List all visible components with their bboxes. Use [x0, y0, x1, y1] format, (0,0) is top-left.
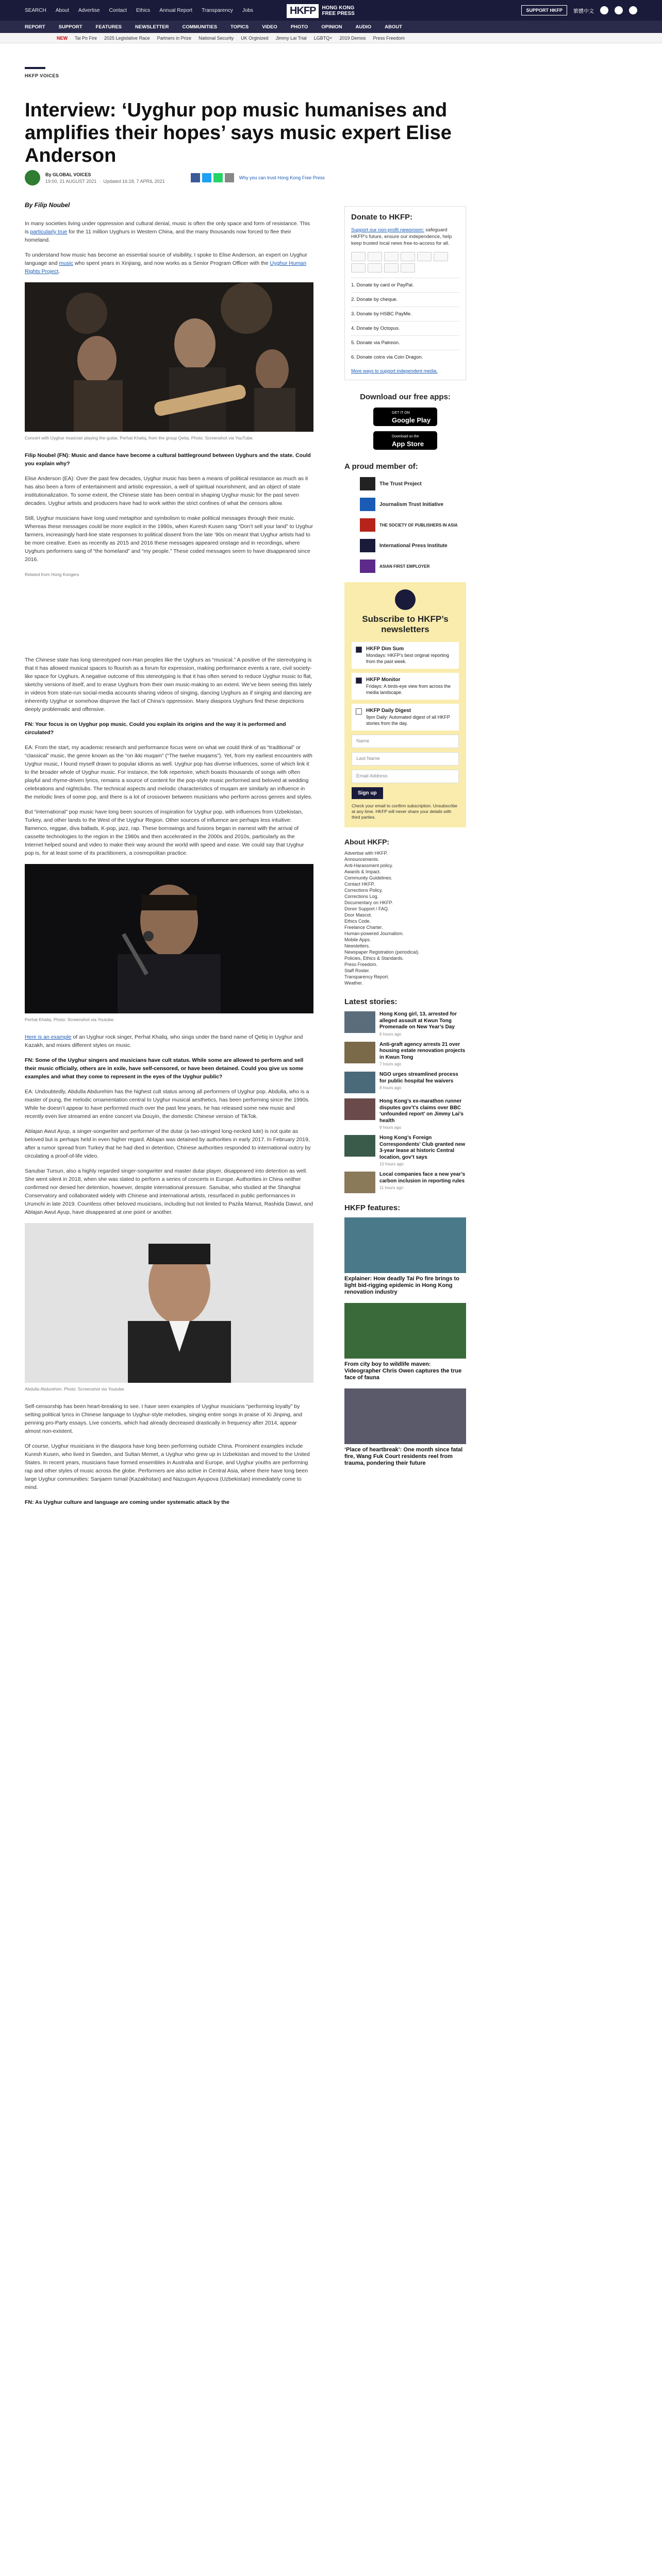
features-title: HKFP features: — [344, 1204, 401, 1212]
email-input[interactable]: Email Address — [352, 770, 459, 783]
interview-question: FN: Some of the Uyghur singers and musicians have cult status. While some are allowed to perform and sell their music officially, others are in exile, have self-censored, or have been detained. Could you give us some examples and what they come to represent in the eyes of the Uyghur public? — [25, 1057, 304, 1080]
annual-report-link[interactable]: Annual Report — [159, 7, 193, 13]
trending-label: NEW — [57, 35, 68, 41]
related-note: Related from Hong Kongers — [25, 572, 79, 577]
nav-item[interactable]: ABOUT — [385, 24, 402, 30]
paypal-icon — [401, 252, 415, 261]
story-item[interactable]: Anti-graft agency arrests 21 over housing estate renovation projects in Kwun Tong 7 hours ago — [344, 1042, 466, 1067]
article-category[interactable]: HKFP VOICES — [25, 73, 59, 78]
about-link[interactable]: Community Guidelines. — [344, 875, 393, 880]
paragraph: The Chinese state has long stereotyped non-Han peoples like the Uyghurs as “musical.” A positive of the stereotyping is that it has allowed musical spaces to flourish as a forum for expression, making performance events a rare, civil society-like space for Uyghurs. A negative outcome of this stereotyping is that it has often served to reduce Uyghur music to flat, sketchy versions of itself, and to erase Uyghurs from their own music-making to an extent. We’ve been seeing this lately in videos from state-run social-media accounts sharing videos of singing, dancing Uyghurs as if singing and dancing are inherently Uyghur or somehow disprove the fact of China’s oppression. Many diaspora Uyghurs find these depictions deeply problematic and offensive. — [25, 657, 312, 713]
nav-item[interactable]: VIDEO — [262, 24, 277, 30]
about-link[interactable]: Documentary on HKFP. — [344, 900, 393, 905]
about-link[interactable]: Transparency Report. — [344, 974, 389, 979]
paragraph: In many societies living under oppression and cultural denial, music is often the only space and form of resistance. This is particularly true for the 11 million Uyghurs in Western China, and the many thousands now forced to flee their homeland. — [25, 221, 310, 243]
donate-option[interactable]: 5. Donate via Patreon. — [351, 335, 459, 350]
about-link[interactable]: Human-powered Journalism. — [344, 931, 404, 936]
feature-image — [344, 1388, 466, 1444]
feature-image — [344, 1217, 466, 1273]
about-link[interactable]: Anti-Harassment policy. — [344, 863, 393, 868]
paragraph: EA: Undoubtedly, Abdulla Abdurehim has the highest cult status among all performers of Uyghur pop. Abdulla, who is a master of pung, the melodic ornamentation central to Uyghur musical aesthetics, has been performing since the 1990s. While he doesn’t appear to have performed much over the past few years, he has released some new music and recently even live streamed an entire concert via Douyin, the domestic Chinese version of TikTok. — [25, 1089, 310, 1120]
name-input[interactable]: Name — [352, 735, 459, 748]
trending-item[interactable]: Partners in Prize — [157, 35, 192, 41]
donate-title: Donate to HKFP: — [351, 213, 413, 222]
amex-icon — [384, 252, 399, 261]
story-thumbnail — [344, 1042, 375, 1063]
trust-project-icon — [360, 477, 375, 490]
donate-option[interactable]: 1. Donate by card or PayPal. — [351, 278, 459, 292]
email-share-icon[interactable] — [225, 173, 234, 182]
concert-illustration — [25, 282, 313, 432]
about-link[interactable]: Contact HKFP. — [344, 882, 375, 887]
newsletter-box — [344, 582, 466, 827]
about-link[interactable]: Newspaper Registration (periodical). — [344, 950, 420, 955]
last-name-input[interactable]: Last Name — [352, 752, 459, 766]
checkbox-icon[interactable] — [356, 708, 362, 715]
paragraph: Here is an example of an Uyghur rock singer, Perhat Khaliq, who sings under the band name of Qetiq in Uyghur and Kazakh, and mixes different styles on music. — [25, 1034, 303, 1048]
interview-question: FN: As Uyghur culture and language are coming under systematic attack by the — [25, 1499, 229, 1505]
utility-links — [25, 8, 253, 13]
newsletter-option[interactable]: HKFP Dim Sum Mondays: HKFP’s best original reporting from the past week. — [352, 642, 459, 669]
donate-option[interactable]: 6. Donate coins via Coin Dragon. — [351, 350, 459, 364]
feature-card[interactable]: Explainer: How deadly Tai Po fire brings to light bid-rigging epidemic in Hong Kong renovation industry — [344, 1217, 466, 1296]
paragraph: Of course, Uyghur musicians in the diaspora have long been performing outside China. Prominent examples include Kuresh Kusen, who lived in Sweden, and Sultan Memet, a Uyghur who grew up in Uzbekistan and moved to the United States. In recent years, musicians have formed ensembles in Australia and Europe, and Uyghur youths are performing rap and other styles of music across the globe. Performers are also active in Central Asia, where there have long been large Uyghur communities: Sanjaem Ismail (Kazakhstan) and Nazugum Ayupova (Uzbekistan) immediately come to mind. — [25, 1443, 310, 1490]
interview-question: FN: Your focus is on Uyghur pop music. Could you explain its origins and the way it is performed and circulated? — [25, 721, 286, 736]
about-title: About HKFP: — [344, 838, 390, 846]
logo-text: HONG KONG FREE PRESS — [322, 5, 355, 16]
checkbox-icon[interactable] — [356, 647, 362, 653]
story-thumbnail — [344, 1172, 375, 1193]
member-logo[interactable]: The Trust Project — [360, 477, 466, 490]
trending-item[interactable]: Press Freedom — [373, 35, 405, 41]
paragraph: Elise Anderson (EA): Over the past few decades, Uyghur music has been a means of political resistance as much as it has also been a form of entertainment and artistic expression, a well of spiritual nourishment, and an object of state institutionalization. To some extent, the Chinese state has been central in shaping Uyghur music for the past seven decades. Uyghur artists and producers have had to work within the strict confines of what the censors allow. — [25, 476, 308, 506]
story-item[interactable]: Local companies face a new year’s carbon inclusion in reporting rules 11 hours ago — [344, 1172, 466, 1193]
share-buttons — [191, 173, 325, 182]
latest-stories — [344, 997, 466, 1193]
about-link[interactable]: Press Freedom. — [344, 962, 378, 967]
trending-item[interactable]: Jimmy Lai Trial — [275, 35, 307, 41]
story-item[interactable]: Hong Kong’s ex-marathon runner disputes gov’t’s claims over BBC ‘unfounded report’ on Jimmy Lai’s health 9 hours ago — [344, 1098, 466, 1130]
image-caption: Concert with Uyghur musician playing the guitar, Perhat Khaliq, from the group Qetiq. Photo: Screenshot via YouTube. — [25, 435, 254, 440]
example-link[interactable]: Here is an example — [25, 1034, 72, 1040]
google-pay-icon — [434, 252, 448, 261]
singer-illustration — [25, 864, 313, 1013]
feature-card[interactable]: From city boy to wildlife maven: Videographer Chris Owen captures the true face of fauna — [344, 1303, 466, 1381]
about-link[interactable]: Freelance Charter. — [344, 925, 383, 930]
story-item[interactable]: NGO urges streamlined process for public hospital fee waivers 8 hours ago — [344, 1072, 466, 1093]
ethics-link[interactable]: Ethics — [136, 7, 151, 13]
donate-option[interactable]: 2. Donate by cheque. — [351, 292, 459, 307]
about-links — [344, 850, 466, 986]
trending-item[interactable]: 2025 Legislative Race — [104, 35, 150, 41]
why-trust-link[interactable]: Why you can trust Hong Kong Free Press — [239, 175, 325, 180]
nav-item[interactable]: COMMUNITIES — [182, 24, 218, 30]
nav-item[interactable]: NEWSLETTER — [135, 24, 169, 30]
facebook-share-icon[interactable] — [191, 173, 200, 182]
more-ways-link[interactable]: More ways to support independent media. — [351, 368, 438, 374]
contact-link[interactable]: Contact — [109, 7, 127, 13]
sidebar — [344, 206, 466, 1474]
member-title: A proud member of: — [344, 462, 418, 471]
transparency-link[interactable]: Transparency — [202, 7, 233, 13]
byline: By Filip Noubel — [25, 201, 70, 209]
author-avatar — [25, 170, 40, 185]
story-item[interactable]: Hong Kong’s Foreign Correspondents’ Club granted new 3-year lease at historic Central location, gov’t says 10 hours ago — [344, 1135, 466, 1166]
octopus-icon — [351, 263, 366, 273]
story-thumbnail — [344, 1098, 375, 1120]
top-utility-bar — [0, 0, 662, 21]
member-logo[interactable]: Journalism Trust Initiative — [360, 498, 466, 511]
newsletter-option[interactable]: HKFP Monitor Fridays: A birds-eye view from across the media landscape. — [352, 673, 459, 700]
trending-item[interactable]: UK Orginized — [241, 35, 269, 41]
apps-title: Download our free apps: — [360, 393, 451, 401]
features-section — [344, 1204, 466, 1467]
story-thumbnail — [344, 1072, 375, 1093]
main-nav — [0, 21, 662, 33]
article-body — [25, 201, 313, 1513]
jti-icon — [360, 498, 375, 511]
sopa-icon — [360, 518, 375, 532]
donate-link[interactable]: Support our non-profit newsroom: — [351, 227, 424, 233]
trending-item[interactable]: LGBTQ+ — [313, 35, 333, 41]
nav-item[interactable]: REPORT — [25, 24, 45, 30]
article-header — [25, 67, 489, 167]
author-org[interactable]: By GLOBAL VOICES — [45, 172, 91, 177]
apple-pay-icon — [417, 252, 432, 261]
checkbox-icon[interactable] — [356, 677, 362, 684]
about-link[interactable]: Corrections Policy. — [344, 888, 383, 893]
article-title: Interview: ‘Uyghur pop music humanises and amplifies their hopes’ says music expert Elise Anderson — [25, 99, 452, 166]
donate-options — [351, 278, 459, 364]
nav-item[interactable]: FEATURES — [95, 24, 122, 30]
about-link[interactable]: Mobile Apps. — [344, 937, 371, 942]
member-logo[interactable]: International Press Institute — [360, 539, 466, 552]
newsletter-icon — [395, 589, 416, 610]
publish-date: 19:00, 21 AUGUST 2021 · Updated 16:18, 7 APRIL 2021 — [45, 178, 165, 184]
ipi-icon — [360, 539, 375, 552]
language-link[interactable]: 繁體中文 — [573, 8, 594, 14]
latest-title: Latest stories: — [344, 997, 398, 1006]
about-link[interactable]: Advertise with HKFP. — [344, 851, 388, 856]
instagram-icon[interactable] — [629, 6, 637, 14]
jobs-link[interactable]: Jobs — [242, 7, 254, 13]
about-link[interactable]: Awards & Impact. — [344, 869, 381, 874]
header-rule — [25, 67, 45, 69]
trending-item[interactable]: Tai Po Fire — [75, 35, 97, 41]
newsletter-option[interactable]: HKFP Daily Digest 9pm Daily: Automated digest of all HKFP stories from the day. — [352, 704, 459, 731]
story-thumbnail — [344, 1011, 375, 1033]
paragraph: Self-censorship has been heart-breaking to see. I have seen examples of Uyghur musicians “performing loyalty” by setting political lyrics in Chinese language to Uyghur-style melodies, singing entire songs in praise of Xi Jinping, and penning pro-Party essays. Live concerts, which had already decreased drastically in frequency after 2014, appear almost non-existent. — [25, 1403, 303, 1434]
whatsapp-share-icon[interactable] — [213, 173, 223, 182]
trending-item[interactable]: 2019 Demos — [339, 35, 366, 41]
inline-link[interactable]: particularly true — [30, 229, 68, 235]
google-play-badge[interactable]: GET IT ON Google Play — [373, 408, 437, 426]
image-caption: Perhat Khaliq. Photo: Screenshot via Youtube. — [25, 1017, 115, 1022]
logo-mark: HKFP — [287, 4, 319, 18]
search-link[interactable]: SEARCH — [25, 7, 46, 13]
facebook-icon[interactable] — [600, 6, 608, 14]
inline-link[interactable]: music — [59, 260, 73, 266]
image-caption: Abdulla Abdurehim. Photo: Screenshot via Youtube. — [25, 1386, 125, 1392]
alipay-icon — [401, 263, 415, 273]
payment-badges — [351, 252, 459, 273]
nav-item[interactable]: PHOTO — [290, 24, 308, 30]
trending-item[interactable]: National Security — [198, 35, 234, 41]
visa-icon — [351, 252, 366, 261]
about-link[interactable]: Door Mascot. — [344, 912, 372, 918]
paragraph: Sanubar Tursun, also a highly regarded singer-songwriter and master dutar player, disappeared into detention as well. She went silent in 2018, when she was slated to perform a series of concerts in Europe. Authorities in China neither confirmed nor denied her detention, however, despite international pressure. Sanubar, who studied at the Shanghai Conservatory and collaborated widely with Chinese and international artists, resurfaced in public performances in Urumchi in late 2019. Countless other beloved musicians, including but not limited to Pazila Mamut, Rashida Dawut, and Ablajan Awut Ayup, have disappeared at one point or another. — [25, 1168, 313, 1215]
member-logo[interactable]: ASIAN FIRST EMPLOYER — [360, 560, 466, 573]
employer-icon — [360, 560, 375, 573]
fps-icon — [384, 263, 399, 273]
mastercard-icon — [368, 252, 382, 261]
twitter-icon[interactable] — [615, 6, 623, 14]
donate-option[interactable]: 3. Donate by HSBC PayMe. — [351, 307, 459, 321]
newsletter-fineprint: Check your email to confirm subscription. Unsubscribe at any time. HKFP will never share your details with third parties. — [352, 803, 458, 820]
story-item[interactable]: Hong Kong girl, 13, arrested for alleged assault at Kwun Tong Promenade on New Year’s Day 6 hours ago — [344, 1011, 466, 1037]
author-info — [45, 172, 165, 184]
about-link[interactable]: Ethics Code. — [344, 919, 371, 924]
about-link[interactable]: Corrections Log. — [344, 894, 379, 899]
donate-option[interactable]: 4. Donate by Octopus. — [351, 321, 459, 335]
feature-image — [344, 1303, 466, 1359]
trending-bar — [0, 33, 662, 43]
story-thumbnail — [344, 1135, 375, 1157]
perhat-khaliq-photo — [25, 864, 313, 1013]
hkfp-logo[interactable] — [287, 2, 355, 20]
article-meta — [25, 170, 448, 185]
twitter-share-icon[interactable] — [202, 173, 211, 182]
about-link[interactable]: Announcements. — [344, 857, 379, 862]
nav-item[interactable]: SUPPORT — [58, 24, 82, 30]
about-link[interactable]: Policies, Ethics & Standards. — [344, 956, 404, 961]
paragraph: EA: From the start, my academic research and performance focus were on what we could think of as “traditional” or “classical” music, the genre known as the “on ikki muqam” (“The twelve muqams”). Yet, from my earliest encounters with Uyghur music, I found myself drawn to popular idioms as well. Uyghur pop has diverse influences, some of which link it to the broader whole of Uyghur music. For instance, the folk repertoire, which boasts thousands of songs with often playful and rhyme-driven lyrics, remains a source of content for the pop-style music performed and beloved at wedding celebrations and nightclubs. The technical aspects and melodic characteristics of muqam are similarly an influence in the melodic lines of some pop, and there is a lot of crossover between musicians who perform across genres and styles. — [25, 744, 312, 800]
advertise-link[interactable]: Advertise — [78, 7, 100, 13]
paragraph: Still, Uyghur musicians have long used metaphor and symbolism to make political messages through their music. Whereas these messages could be more explicit in the 1990s, when Kuresh Kusen sang “Don’t sell your land” to Uyghur farmers, increasingly hard-line state responses to political dissent from the late ’90s on meant that Uyghur artists had to be more creative. Even as recently as 2015 and 2016 these messages appeared onstage and in recordings, where Uyghurs performers sang of “the homeland” and “my people.” These coded messages seem to have disappeared since 2016. — [25, 515, 313, 563]
paragraph: But “international” pop music have long been sources of inspiration for Uyghur pop, with influences from Uzbekistan, Turkey, and other lands to the West of the Uyghur Region. Other sources of influence are perhaps less intuitive: flamenco, reggae, diva ballads, K-pop, jazz, rap. These borrowings and fusions began in earnest with the arrival of cassette technologies to the region in the 1980s and then accelerated in the 2000s and 2010s, particularly as the Internet helped sound and video to make their way around the world with speed and ease. We could say that Uyghur pop is, for at least some of its practitioners, a cosmopolitan practice. — [25, 809, 304, 856]
paragraph: To understand how music has become an essential source of visibility, I spoke to Elise Anderson, an expert on Uyghur language and music who spent years in Xinjiang, and now works as a Senior Program Officer with the Uyghur Human Rights Project. — [25, 252, 307, 275]
feature-card[interactable]: ‘Place of heartbreak’: One month since fatal fire, Wang Fuk Court residents reel from trauma, pondering their future — [344, 1388, 466, 1467]
portrait-illustration — [25, 1223, 313, 1383]
topbar-actions — [521, 5, 637, 15]
app-store-badge[interactable]: Download on the App Store — [373, 431, 437, 450]
nav-item[interactable]: AUDIO — [355, 24, 372, 30]
newsletter-title: Subscribe to HKFP’s newsletters — [362, 614, 449, 634]
abdulla-abdurehim-photo — [25, 1223, 313, 1383]
interview-question: Filip Noubel (FN): Music and dance have become a cultural battleground between Uyghurs and the state. Could you explain why? — [25, 452, 311, 467]
nav-item[interactable]: OPINION — [321, 24, 342, 30]
support-hkfp-button[interactable]: SUPPORT HKFP — [521, 5, 567, 15]
inline-link[interactable]: Uyghur Human Rights Project — [25, 260, 307, 275]
payme-icon — [368, 263, 382, 273]
donate-box — [344, 206, 466, 380]
sign-up-button[interactable]: Sign up — [352, 787, 383, 799]
about-link[interactable]: Donor Support / FAQ. — [344, 906, 389, 911]
about-link[interactable]: Newsletters. — [344, 943, 370, 948]
donate-text: Support our non-profit newsroom: safeguard HKFP’s future, ensure our independence, help keep trusted local news free-to-access for all. — [351, 227, 452, 246]
paragraph: Ablajan Awut Ayup, a singer-songwriter and performer of the dutar (a two-stringed long-necked lute) is not quite as beloved but is perhaps held in even higher regard. Ablajan was detained by authorities in early 2017. In February 2019, after a rumor spread from Turkey that he had died in detention, Chinese authorities responded to international outcry by circulating a proof-of-life video. — [25, 1128, 311, 1159]
nav-item[interactable]: TOPICS — [230, 24, 249, 30]
member-logo[interactable]: THE SOCIETY OF PUBLISHERS IN ASIA — [360, 518, 466, 532]
about-link[interactable]: About — [55, 7, 69, 13]
concert-photo — [25, 282, 313, 432]
about-link[interactable]: Weather. — [344, 980, 363, 986]
about-section — [344, 838, 466, 986]
about-link[interactable]: Staff Roster. — [344, 968, 370, 973]
